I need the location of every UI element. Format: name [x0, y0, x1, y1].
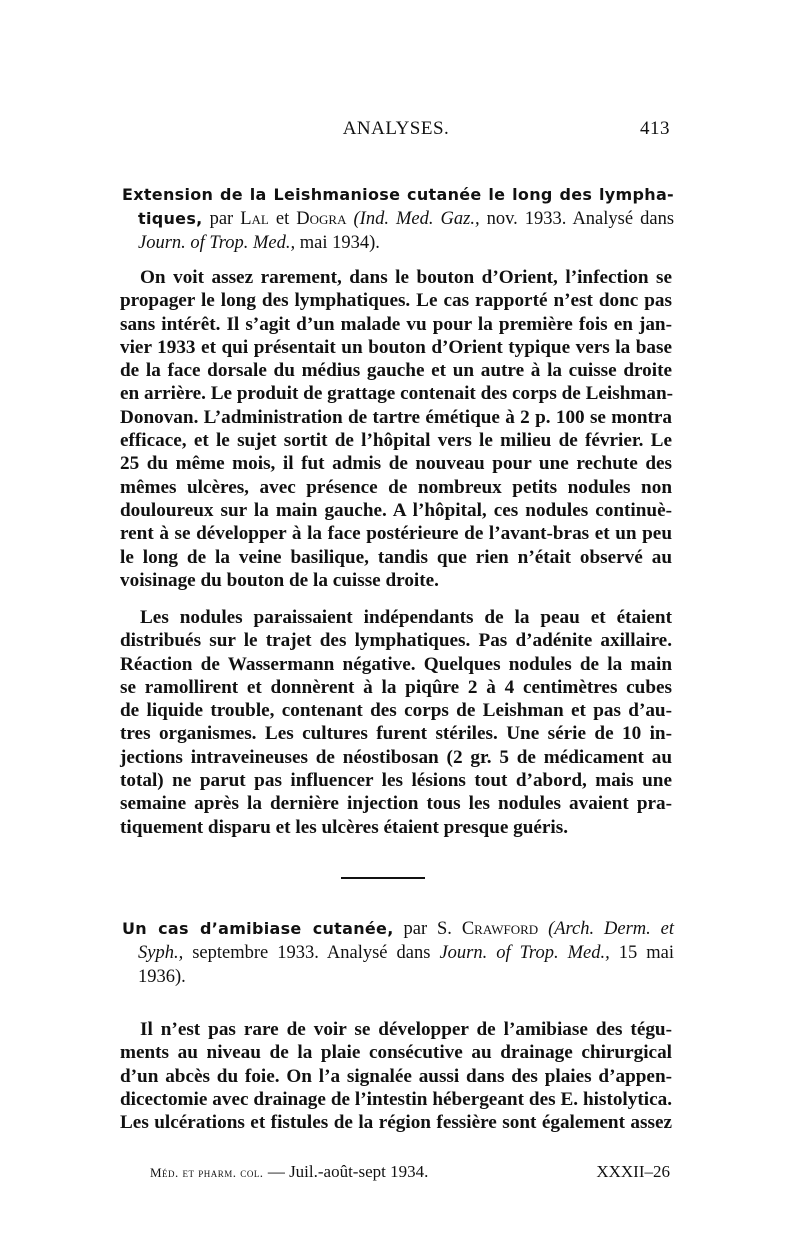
text-line: en arrière. Le produit de grattage contenait des corps de Leishman-	[120, 383, 673, 405]
text-line: le long de la veine basilique, tandis que rien n’était observé au	[120, 546, 672, 568]
text-line: 25 du même mois, il fut admis de nouveau pour une rechute des	[120, 453, 672, 475]
text-line: On voit assez rarement, dans le bouton d’Orient, l’infection se	[140, 267, 672, 288]
text-line: jections intraveineuses de néostibosan (2 gr. 5 de médicament au	[120, 746, 672, 768]
text-line: dicectomie avec drainage de l’intestin hébergeant des E. histolytica.	[120, 1088, 672, 1110]
article2-by: par S.	[403, 919, 452, 939]
article2-title: Un cas d’amibiase cutanée,	[122, 919, 394, 938]
text-line: de liquide trouble, contenant des corps de Leishman et pas d’au-	[120, 700, 672, 722]
text-line: mêmes ulcères, avec présence de nombreux petits nodules non	[120, 476, 672, 498]
text-line: Les ulcérations et fistules de la région fessière sont également assez	[120, 1112, 672, 1134]
text-line: tiquement disparu et les ulcères étaient presque guéris.	[120, 816, 569, 838]
article1-paragraph-1	[120, 266, 672, 592]
article2-source-line2: Syph.,	[138, 943, 184, 963]
article1-journal-date: mai 1934).	[299, 233, 380, 253]
footer-date: Juil.-août-sept 1934.	[289, 1162, 429, 1181]
text-line: se ramollirent et donnèrent à la piqûre 2 à 4 centimètres cubes	[120, 676, 672, 698]
article2-author: Crawford	[461, 919, 539, 939]
text-line: d’un abcès du foie. On l’a signalée aussi dans des plaies d’appen-	[120, 1065, 672, 1087]
footer-signature: XXXII–26	[596, 1162, 670, 1181]
article2-source-date: septembre 1933. Analysé dans	[192, 943, 431, 963]
article1-analysed-prefix: dans	[640, 209, 675, 229]
text-line: de la face dorsale du médius gauche et un autre à la cuisse droite	[120, 360, 672, 382]
text-line: rent à se développer à la face postérieure de l’avant-bras et un peu	[120, 523, 672, 545]
footer-journal-name: Méd. et pharm. col.	[150, 1165, 264, 1180]
page-number: 413	[640, 118, 670, 139]
section-divider	[341, 877, 425, 879]
text-line: Donovan. L’administration de tartre émétique à 2 p. 100 se montra	[120, 406, 672, 428]
article1-source-date: nov. 1933. Analysé	[486, 209, 634, 229]
article2-journal-date: 15 mai 1936).	[138, 943, 674, 987]
article1-by: par	[209, 209, 234, 229]
article1-heading	[122, 183, 674, 255]
text-line: distribués sur le trajet des lymphatiques. Pas d’adénite axillaire.	[120, 630, 672, 652]
article1-author2: Dogra	[296, 209, 347, 229]
article2-journal: Journ. of Trop. Med.,	[439, 943, 610, 963]
text-line: propager le long des lymphatiques. Le cas rapporté n’est donc pas	[120, 290, 672, 312]
text-line: Les nodules paraissaient indépendants de la peau et étaient	[140, 607, 672, 628]
text-line: semaine après la dernière injection tous les nodules avaient pra-	[120, 793, 672, 815]
text-line: tres organismes. Les cultures furent stériles. Une série de 10 in-	[120, 723, 672, 745]
text-line: sans intérêt. Il s’agit d’un malade vu pour la première fois en jan-	[120, 313, 672, 335]
footer-dash: —	[267, 1162, 285, 1181]
running-header	[122, 118, 670, 142]
text-line: Il n’est pas rare de voir se développer de l’amibiase des tégu-	[140, 1019, 672, 1040]
footer-journal	[150, 1162, 428, 1182]
text-line: ments au niveau de la plaie consécutive au drainage chirurgical	[120, 1042, 672, 1064]
article1-title-line2: tiques,	[138, 209, 203, 228]
article1-and: et	[275, 209, 290, 229]
text-line: Réaction de Wassermann négative. Quelques nodules de la main	[120, 653, 672, 675]
text-line: douloureux sur la main gauche. A l’hôpital, ces nodules continuè-	[120, 499, 672, 521]
page-footer	[150, 1162, 670, 1186]
article1-title-line1: Extension de la Leishmaniose cutanée le long des lympha-	[122, 185, 674, 204]
article1-journal: Journ. of Trop. Med.,	[138, 233, 296, 253]
text-line: efficace, et le sujet sortit de l’hôpital vers le milieu de février. Le	[120, 430, 672, 452]
running-title: ANALYSES.	[342, 118, 450, 139]
text-line: total) ne parut pas influencer les lésions tout d’abord, mais une	[120, 770, 672, 792]
article2-paragraph	[120, 1018, 672, 1134]
article2-heading	[122, 917, 674, 989]
text-line: vier 1933 et qui présentait un bouton d’Orient typique vers la base	[120, 336, 672, 358]
article1-source: (Ind. Med. Gaz.,	[353, 209, 480, 229]
article2-source: (Arch. Derm. et	[548, 919, 675, 939]
article1-paragraph-2	[120, 606, 672, 839]
text-line: voisinage du bouton de la cuisse droite.	[120, 569, 439, 591]
article1-author1: Lal	[240, 209, 269, 229]
